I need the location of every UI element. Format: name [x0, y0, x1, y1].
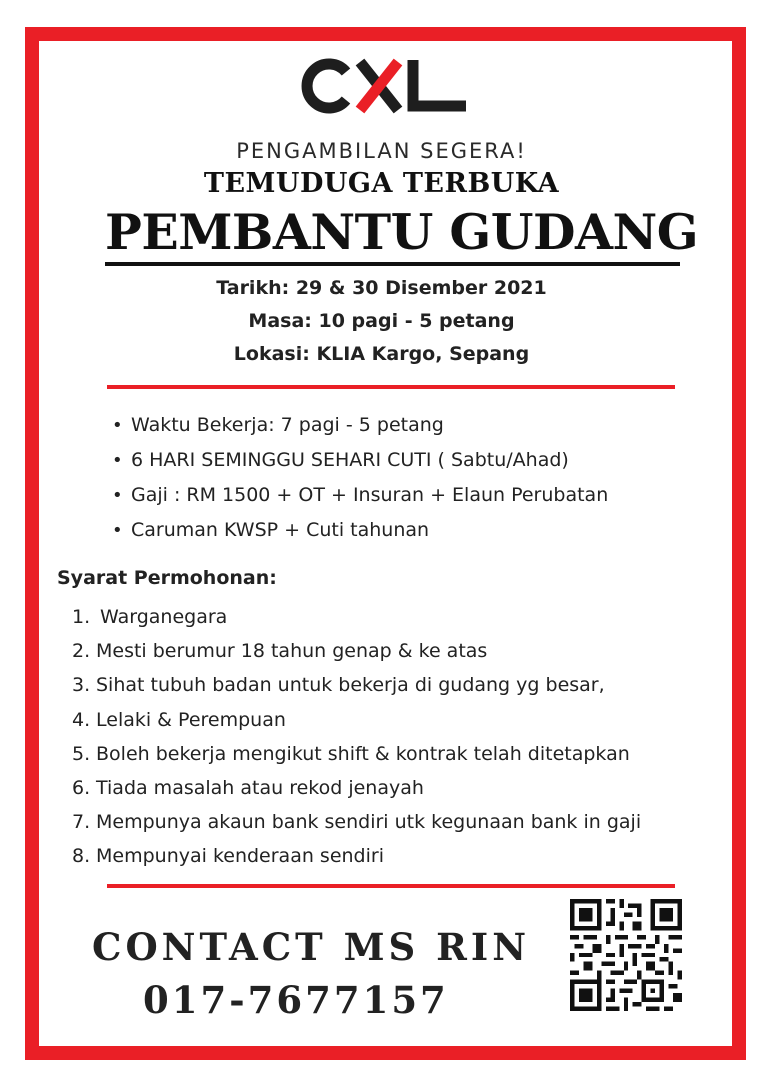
list-item: • Caruman KWSP + Cuti tahunan — [112, 513, 608, 548]
item-text: Sihat tubuh badan untuk bekerja di gudang yg besar, — [96, 674, 605, 697]
divider-top — [107, 385, 675, 389]
contact-phone: 017-7677157 — [143, 978, 449, 1022]
item-number: 4. — [72, 708, 91, 731]
contact-name: CONTACT MS RIN — [92, 925, 531, 969]
list-item — [72, 703, 641, 737]
list-item: • 6 HARI SEMINGGU SEHARI CUTI ( Sabtu/Ahad) — [112, 443, 608, 478]
title-underline — [105, 262, 680, 266]
list-item: • Waktu Bekerja: 7 pagi - 5 petang — [112, 408, 608, 443]
qr-code-icon — [570, 899, 682, 1011]
item-number: 7. — [72, 811, 91, 834]
open-interview-heading: TEMUDUGA TERBUKA — [203, 168, 560, 199]
list-item — [72, 805, 641, 839]
item-text: Warganegara — [100, 606, 228, 628]
item-text: Lelaki & Perempuan — [96, 708, 286, 731]
item-number: 6. — [72, 777, 91, 800]
item-text: Mempunyai kenderaan sendiri — [96, 845, 384, 868]
item-text: Tiada masalah atau rekod jenayah — [96, 777, 424, 800]
benefits-list — [112, 408, 608, 548]
item-number: 5. — [72, 742, 91, 765]
divider-bottom — [107, 884, 675, 888]
list-item — [72, 839, 641, 873]
list-item: • Gaji : RM 1500 + OT + Insuran + Elaun Perubatan — [112, 478, 608, 513]
item-number: 2. — [72, 640, 91, 663]
cxl-logo — [298, 58, 468, 114]
item-text: Boleh bekerja mengikut shift & kontrak telah ditetapkan — [96, 742, 630, 765]
list-item — [72, 600, 641, 634]
list-item — [72, 668, 641, 702]
requirements-list — [72, 600, 641, 874]
interview-location: Lokasi: KLIA Kargo, Sepang — [233, 343, 530, 365]
job-title: PEMBANTU GUDANG — [105, 203, 699, 261]
item-number: 8. — [72, 845, 91, 868]
requirements-heading: Syarat Permohonan: — [57, 567, 277, 589]
item-text: Mempunya akaun bank sendiri utk kegunaan bank in gaji — [96, 811, 642, 834]
item-number: 1. — [72, 606, 91, 628]
item-number: 3. — [72, 674, 91, 697]
job-title-block — [105, 203, 699, 266]
list-item — [72, 634, 641, 668]
list-item — [72, 737, 641, 771]
item-text: Mesti berumur 18 tahun genap & ke atas — [96, 640, 488, 663]
interview-time: Masa: 10 pagi - 5 petang — [248, 310, 515, 332]
interview-date: Tarikh: 29 & 30 Disember 2021 — [216, 277, 547, 299]
recruitment-kicker: PENGAMBILAN SEGERA! — [236, 139, 527, 163]
list-item — [72, 771, 641, 805]
